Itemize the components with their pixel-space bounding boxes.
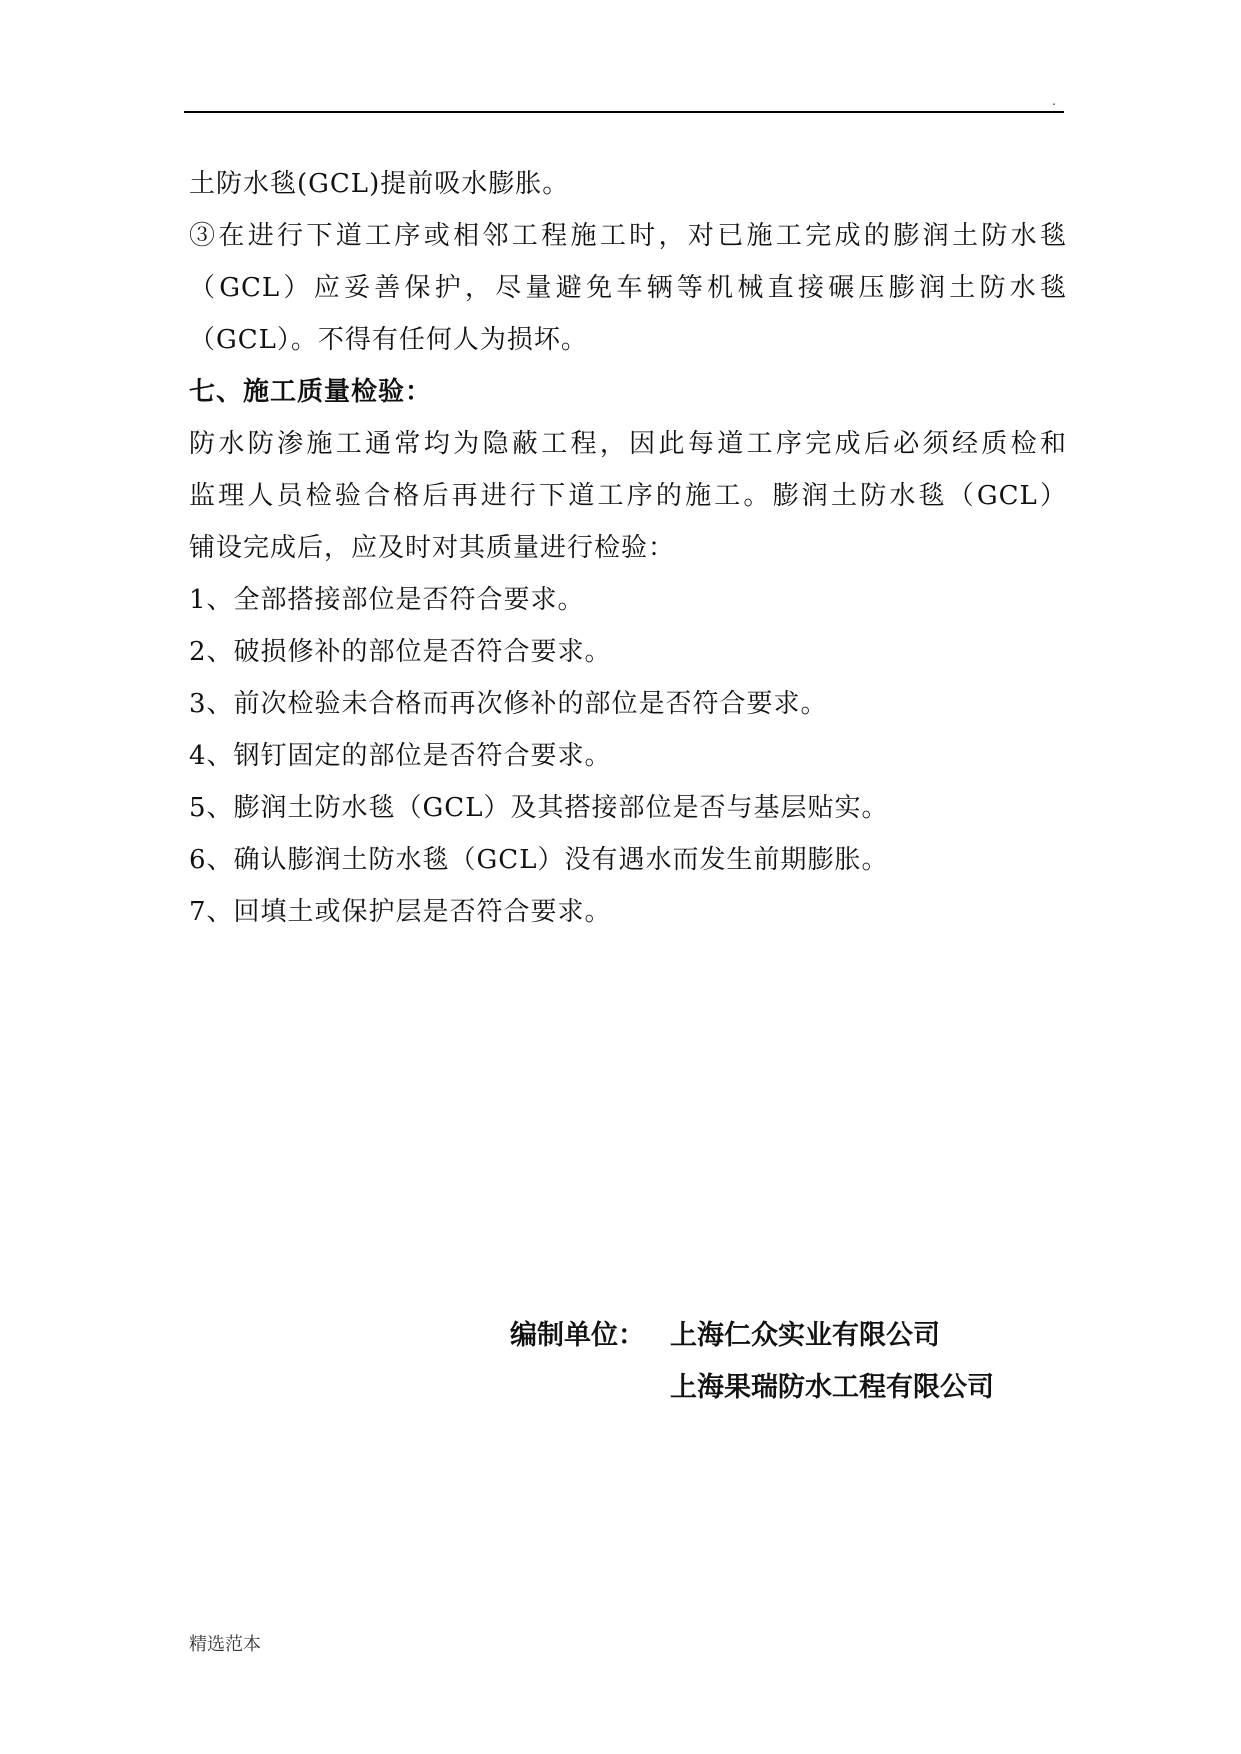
body-line: ③在进行下道工序或相邻工程施工时，对已施工完成的膨润土防水毯: [189, 221, 1067, 251]
signature-company: 上海果瑞防水工程有限公司: [670, 1372, 994, 1403]
signature-block: [510, 1310, 994, 1414]
paragraph-line: 铺设完成后，应及时对其质量进行检验：: [189, 533, 676, 563]
check-item: 2、破损修补的部位是否符合要求。: [189, 637, 612, 667]
footer-text: 精选范本: [189, 1634, 261, 1655]
body-line: （GCL）应妥善保护，尽量避免车辆等机械直接碾压膨润土防水毯: [189, 273, 1067, 303]
signature-row: [510, 1362, 994, 1414]
signature-row: [510, 1310, 994, 1362]
check-item: 1、全部搭接部位是否符合要求。: [189, 585, 585, 615]
check-item: 5、膨润土防水毯（GCL）及其搭接部位是否与基层贴实。: [189, 793, 889, 823]
header-mark: .: [1052, 94, 1056, 108]
document-body: [189, 158, 1067, 938]
check-item: 4、钢钉固定的部位是否符合要求。: [189, 741, 612, 771]
check-item: 7、回填土或保护层是否符合要求。: [189, 897, 612, 927]
signature-label: 编制单位：: [510, 1320, 645, 1351]
body-line: （GCL）。不得有任何人为损坏。: [189, 325, 588, 355]
section-heading: 七、施工质量检验：: [189, 377, 433, 407]
header-rule: [184, 111, 1064, 113]
check-item: 6、确认膨润土防水毯（GCL）没有遇水而发生前期膨胀。: [189, 845, 889, 875]
check-item: 3、前次检验未合格而再次修补的部位是否符合要求。: [189, 689, 828, 719]
paragraph-line: 监理人员检验合格后再进行下道工序的施工。膨润土防水毯（GCL）: [189, 481, 1067, 511]
signature-company: 上海仁众实业有限公司: [670, 1320, 940, 1351]
paragraph-line: 防水防渗施工通常均为隐蔽工程，因此每道工序完成后必须经质检和: [189, 429, 1067, 459]
body-line: 土防水毯(GCL)提前吸水膨胀。: [189, 169, 570, 199]
